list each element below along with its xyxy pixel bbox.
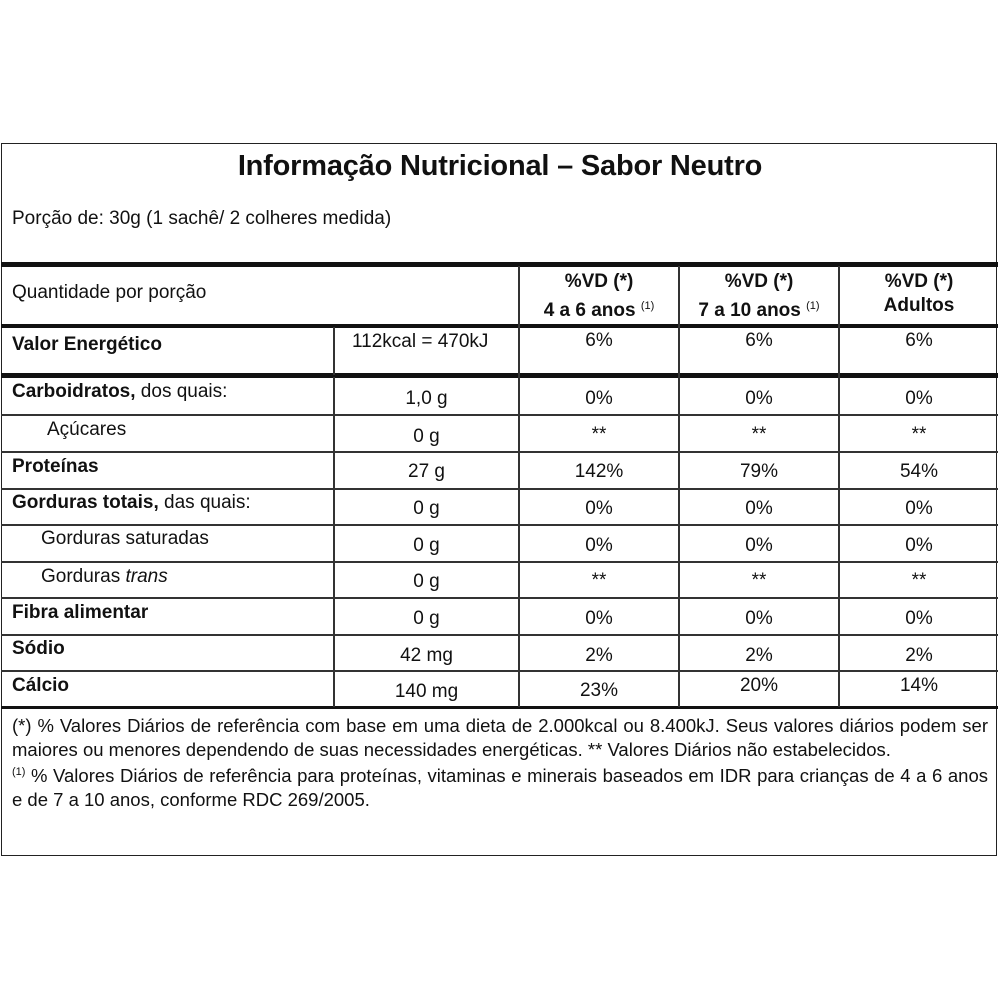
nutrient-name: Carboidratos, dos quais: — [12, 381, 228, 402]
nutrient-amount: 0 g — [413, 571, 440, 592]
nutrient-name: Fibra alimentar — [12, 602, 149, 623]
label-title: Informação Nutricional – Sabor Neutro — [237, 150, 763, 182]
row-divider — [1, 488, 998, 490]
vd-7-10: 20% — [739, 675, 779, 696]
vd-7-10: 0% — [745, 388, 773, 409]
nutrient-name: Gorduras saturadas — [41, 528, 209, 549]
header-top-rule — [1, 262, 998, 267]
vd-adults: ** — [911, 424, 927, 445]
vd-adults: 6% — [905, 330, 933, 351]
nutrient-name: Gorduras trans — [41, 566, 168, 587]
vd-header-adults: %VD (*) Adultos — [883, 271, 955, 316]
vd-4-6: ** — [591, 570, 607, 591]
vd-adults: 54% — [899, 461, 939, 482]
vd-7-10: 0% — [745, 608, 773, 629]
row-divider — [1, 670, 998, 672]
vd-adults: 0% — [905, 608, 933, 629]
nutrient-name: Proteínas — [12, 456, 99, 477]
footnote-idr: $^{(1)}$ % Valores Diários de referência para proteínas, vitaminas e minerais baseados em IDR para crianças de 4 a 6 anos e de 7 a 10 anos, conforme RDC 269/2005. — [12, 765, 988, 810]
nutrient-amount: 140 mg — [394, 681, 459, 702]
vd-4-6: ** — [591, 424, 607, 445]
nutrient-amount: 0 g — [413, 426, 440, 447]
vd-7-10: 0% — [745, 498, 773, 519]
row-divider — [1, 414, 998, 416]
column-divider — [333, 327, 335, 375]
nutrient-amount: 42 mg — [400, 645, 453, 666]
vd-adults: 0% — [905, 535, 933, 556]
vd-4-6: 2% — [585, 645, 613, 666]
portion-text: Porção de: 30g (1 sachê/ 2 colheres medida) — [12, 208, 392, 229]
vd-4-6: 0% — [585, 388, 613, 409]
vd-4-6: 0% — [585, 498, 613, 519]
nutrient-amount: 27 g — [408, 461, 445, 482]
vd-4-6: 0% — [585, 608, 613, 629]
footnote-daily-values: (*) % Valores Diários de referência com base em uma dieta de 2.000kcal ou 8.400kJ. Seus valores diários podem ser maiores ou menores dependendo de suas necessidades energéticas. ** Valores Diários não estabelecidos. — [12, 715, 988, 760]
vd-header-4-6: %VD (*) 4 a 6 anos $^{(1)}$ — [543, 271, 655, 321]
row-divider — [1, 524, 998, 526]
nutrient-name: Valor Energético — [12, 334, 162, 355]
nutrient-name: Gorduras totais, das quais: — [12, 492, 251, 513]
vd-7-10: 2% — [745, 645, 773, 666]
nutrient-amount: 1,0 g — [405, 388, 448, 409]
row-divider — [1, 634, 998, 636]
table-bottom-rule — [1, 706, 998, 709]
vd-7-10: 6% — [745, 330, 773, 351]
vd-4-6: 23% — [579, 680, 619, 701]
vd-4-6: 142% — [574, 461, 624, 482]
row-divider — [1, 451, 998, 453]
row-divider — [1, 561, 998, 563]
vd-adults: 0% — [905, 388, 933, 409]
nutrient-amount: 0 g — [413, 608, 440, 629]
nutrient-amount: 0 g — [413, 498, 440, 519]
header-bottom-rule — [1, 324, 998, 328]
vd-adults: 2% — [905, 645, 933, 666]
nutrient-amount: 0 g — [413, 535, 440, 556]
row-divider — [1, 597, 998, 599]
vd-adults: 0% — [905, 498, 933, 519]
energy-bottom-rule — [1, 373, 998, 378]
nutrient-name: Cálcio — [12, 675, 70, 696]
vd-adults: ** — [911, 570, 927, 591]
vd-4-6: 0% — [585, 535, 613, 556]
vd-4-6: 6% — [585, 330, 613, 351]
vd-7-10: 0% — [745, 535, 773, 556]
vd-adults: 14% — [899, 675, 939, 696]
quantity-per-portion-label: Quantidade por porção — [12, 282, 207, 303]
nutrient-name: Açúcares — [47, 419, 127, 440]
nutrient-amount: 112kcal = 470kJ — [352, 331, 489, 352]
vd-7-10: 79% — [739, 461, 779, 482]
nutrient-name: Sódio — [12, 638, 65, 659]
vd-header-7-10: %VD (*) 7 a 10 anos $^{(1)}$ — [698, 271, 820, 321]
vd-7-10: ** — [751, 424, 767, 445]
vd-7-10: ** — [751, 570, 767, 591]
footnotes — [12, 714, 988, 811]
